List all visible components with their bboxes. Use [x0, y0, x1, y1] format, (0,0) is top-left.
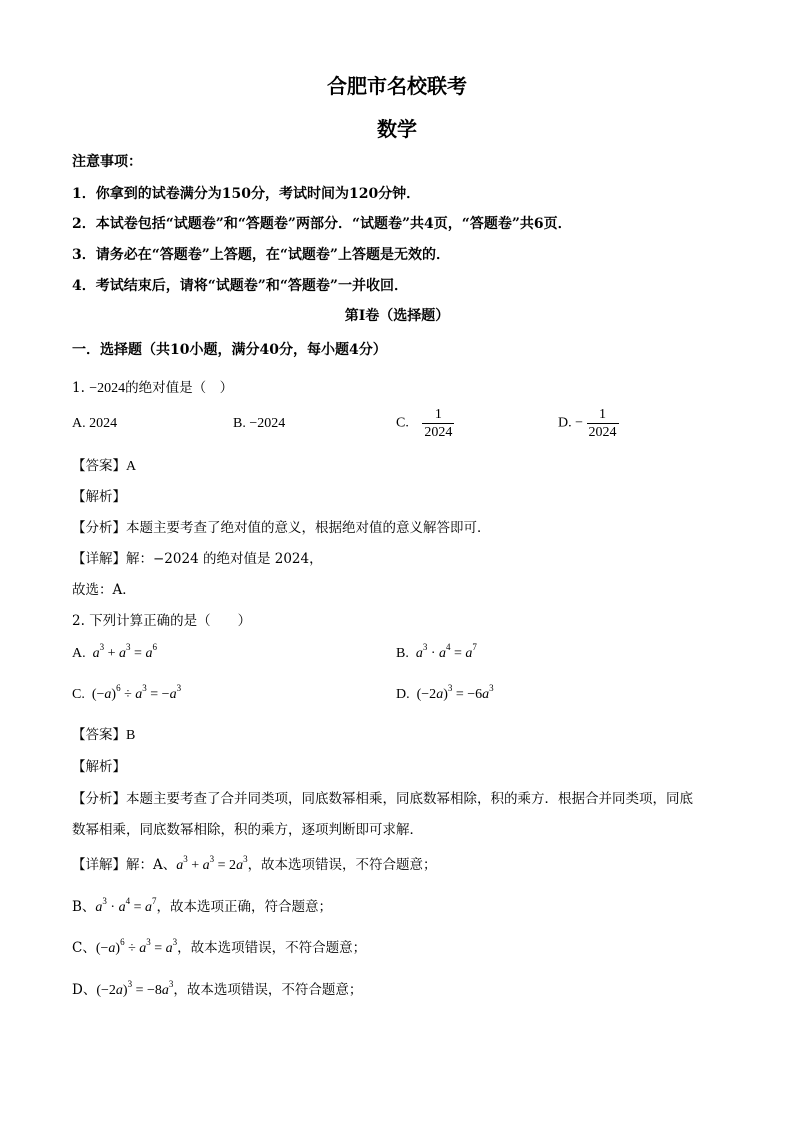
q1-option-a: A. 2024	[72, 416, 118, 431]
q2-answer: 【答案】B	[72, 727, 136, 743]
q1-detail: 【详解】解：−2024 的绝对值是 2024，	[72, 551, 323, 567]
note-item-2: 2．本试卷包括“试题卷”和“答题卷”两部分．“试题卷”共4页，“答题卷”共6页．	[72, 216, 572, 232]
question-stem: 下列计算正确的是（ ）	[89, 613, 252, 629]
q2-analysis-tag: 【解析】	[72, 759, 126, 775]
q2-detail-a: 【详解】解：A、$a^3 + a^3 = 2a^3$，故本选项错误，不符合题意；	[72, 854, 437, 873]
formula: $a^3 \cdot a^4 = a^7$	[415, 642, 477, 661]
q2-option-b: B. $a^3 \cdot a^4 = a^7$	[396, 642, 477, 661]
q2-detail-c: C、$(-a)^6 \div a^3 = a^3$，故本选项错误，不符合题意；	[72, 937, 367, 956]
formula: $a^3 + a^3 = a^6$	[92, 642, 157, 661]
q1-fenxi: 【分析】本题主要考查了绝对值的意义，根据绝对值的意义解答即可．	[72, 520, 491, 536]
question-number: 2.	[72, 613, 85, 629]
q1-option-b: B. −2024	[233, 416, 286, 431]
q1-option-c: C. $\frac{1}{2024}$	[396, 407, 453, 440]
formula: $a^3 + a^3 = 2a^3$	[176, 854, 248, 873]
section-title: 一．选择题（共10小题，满分40分，每小题4分）	[72, 342, 387, 358]
q2-fenxi-line-2: 数幂相乘，同底数幂相除，积的乘方，逐项判断即可求解．	[72, 822, 423, 838]
formula: $a^3 \cdot a^4 = a^7$	[95, 896, 157, 915]
exam-title: 合肥市名校联考	[327, 74, 467, 98]
formula: $(-2a)^3 = -8a^3$	[96, 979, 174, 998]
q2-detail-b: B、$a^3 \cdot a^4 = a^7$，故本选项正确，符合题意；	[72, 896, 332, 915]
note-item-1: 1．你拿到的试卷满分为150分，考试时间为120分钟．	[72, 186, 421, 202]
fraction: $\frac{1}{2024}$	[588, 407, 617, 440]
q2-option-a: A. $a^3 + a^3 = a^6$	[72, 642, 157, 661]
subject-title: 数学	[377, 117, 417, 141]
question-number: 1.	[72, 380, 85, 396]
q2-option-c: C. $(-a)^6 \div a^3 = -a^3$	[72, 683, 182, 702]
fraction: $\frac{1}{2024}$	[424, 407, 453, 440]
notes-heading: 注意事项：	[72, 154, 142, 170]
formula: $(-a)^6 \div a^3 = -a^3$	[91, 683, 182, 702]
q2-option-d: D. $(-2a)^3 = -6a^3$	[396, 683, 494, 702]
q1-answer: 【答案】A	[72, 458, 137, 474]
note-item-4: 4．考试结束后，请将“试题卷”和“答题卷”一并收回．	[72, 278, 408, 294]
question-2	[72, 609, 251, 629]
note-item-3: 3．请务必在“答题卷”上答题，在“试题卷”上答题是无效的．	[72, 247, 450, 263]
formula: $(-a)^6 \div a^3 = a^3$	[95, 937, 178, 956]
q2-detail-d: D、$(-2a)^3 = -8a^3$，故本选项错误，不符合题意；	[72, 979, 363, 998]
question-expression: −2024	[89, 381, 126, 396]
formula: $(-2a)^3 = -6a^3$	[416, 683, 494, 702]
q1-option-d: D. − $\frac{1}{2024}$	[558, 407, 617, 440]
question-stem: 的绝对值是（ ）	[125, 380, 234, 396]
question-1	[72, 376, 233, 397]
q1-analysis-tag: 【解析】	[72, 489, 126, 505]
part-title: 第Ⅰ卷（选择题）	[344, 308, 450, 324]
q1-choose: 故选：A．	[72, 582, 136, 598]
q2-fenxi-line-1: 【分析】本题主要考查了合并同类项，同底数幂相乘，同底数幂相除，积的乘方．根据合并同类项，同底	[72, 791, 693, 807]
